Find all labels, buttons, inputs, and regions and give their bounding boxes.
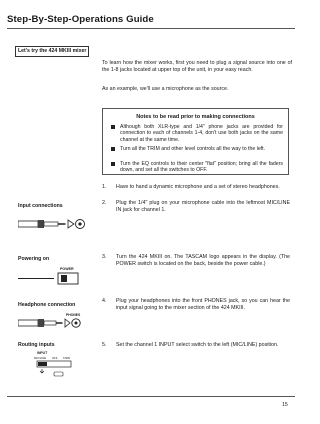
routing-inputs-label: Routing inputs xyxy=(18,342,55,348)
step-3: 3. Turn the 424 MKIII on. The TASCAM logo appears in the display. (The POWER switch is located on the back, beside the power cable.) xyxy=(102,254,290,267)
mic-plug-illustration xyxy=(18,214,88,234)
power-label: POWER xyxy=(60,267,74,271)
notes-title: Notes to be read prior to making connections xyxy=(136,114,255,120)
square-bullet-icon xyxy=(111,162,115,166)
input-label: INPUT xyxy=(37,351,48,355)
headphone-plug-illustration xyxy=(18,310,88,332)
page-title: Step-By-Step-Operations Guide xyxy=(7,14,154,25)
section-heading: Let's try the 424 MKIII mixer xyxy=(15,46,89,57)
step-5: 5. Set the channel 1 INPUT select switch to the left (MIC/LINE) position. xyxy=(102,342,279,348)
tape-label: TAPE xyxy=(63,356,71,360)
phones-label: PHONES xyxy=(66,313,81,317)
input-connections-label: Input connections xyxy=(18,203,63,209)
input-select-switch-illustration xyxy=(34,350,80,378)
note-item: Although both XLR-type and 1/4" phone jacks are provided for connection to each of channels 1-4, don't use both jacks on the same channel at the same time. xyxy=(111,124,283,143)
notes-box xyxy=(102,108,289,175)
header-rule xyxy=(7,28,295,29)
square-bullet-icon xyxy=(111,125,115,129)
footer-rule xyxy=(7,396,295,397)
power-switch-illustration xyxy=(18,264,88,288)
intro-paragraph-1: To learn how the mixer works, first you need to plug a signal source into one of the 1-8 jacks located at upper top of the unit, in your easy reach. xyxy=(102,60,292,73)
step-1: 1. Have to hand a dynamic microphone and a set of stereo headphones. xyxy=(102,184,280,190)
note-item: Turn all the TRIM and other level controls all the way to the left. xyxy=(111,146,283,152)
headphone-connection-label: Headphone connection xyxy=(18,302,76,308)
powering-on-label: Powering on xyxy=(18,256,50,262)
intro-paragraph-2: As an example, we'll use a microphone as the source. xyxy=(102,86,229,92)
square-bullet-icon xyxy=(111,147,115,151)
page-number: 15 xyxy=(282,402,288,408)
note-item: Turn the EQ controls to their center "flat" position; bring all the faders down, and set all the switches to OFF. xyxy=(111,161,283,174)
mic-line-label: MIC/LINE xyxy=(34,356,47,360)
off-label: OFF xyxy=(52,356,58,360)
step-4: 4. Plug your headphones into the front PHONES jack, so you can hear the input signal going to the mixer section of the 424 MKIII. xyxy=(102,298,290,311)
step-2: 2. Plug the 1/4" plug on your microphone cable into the leftmost MIC/LINE IN jack for channel 1. xyxy=(102,200,290,213)
